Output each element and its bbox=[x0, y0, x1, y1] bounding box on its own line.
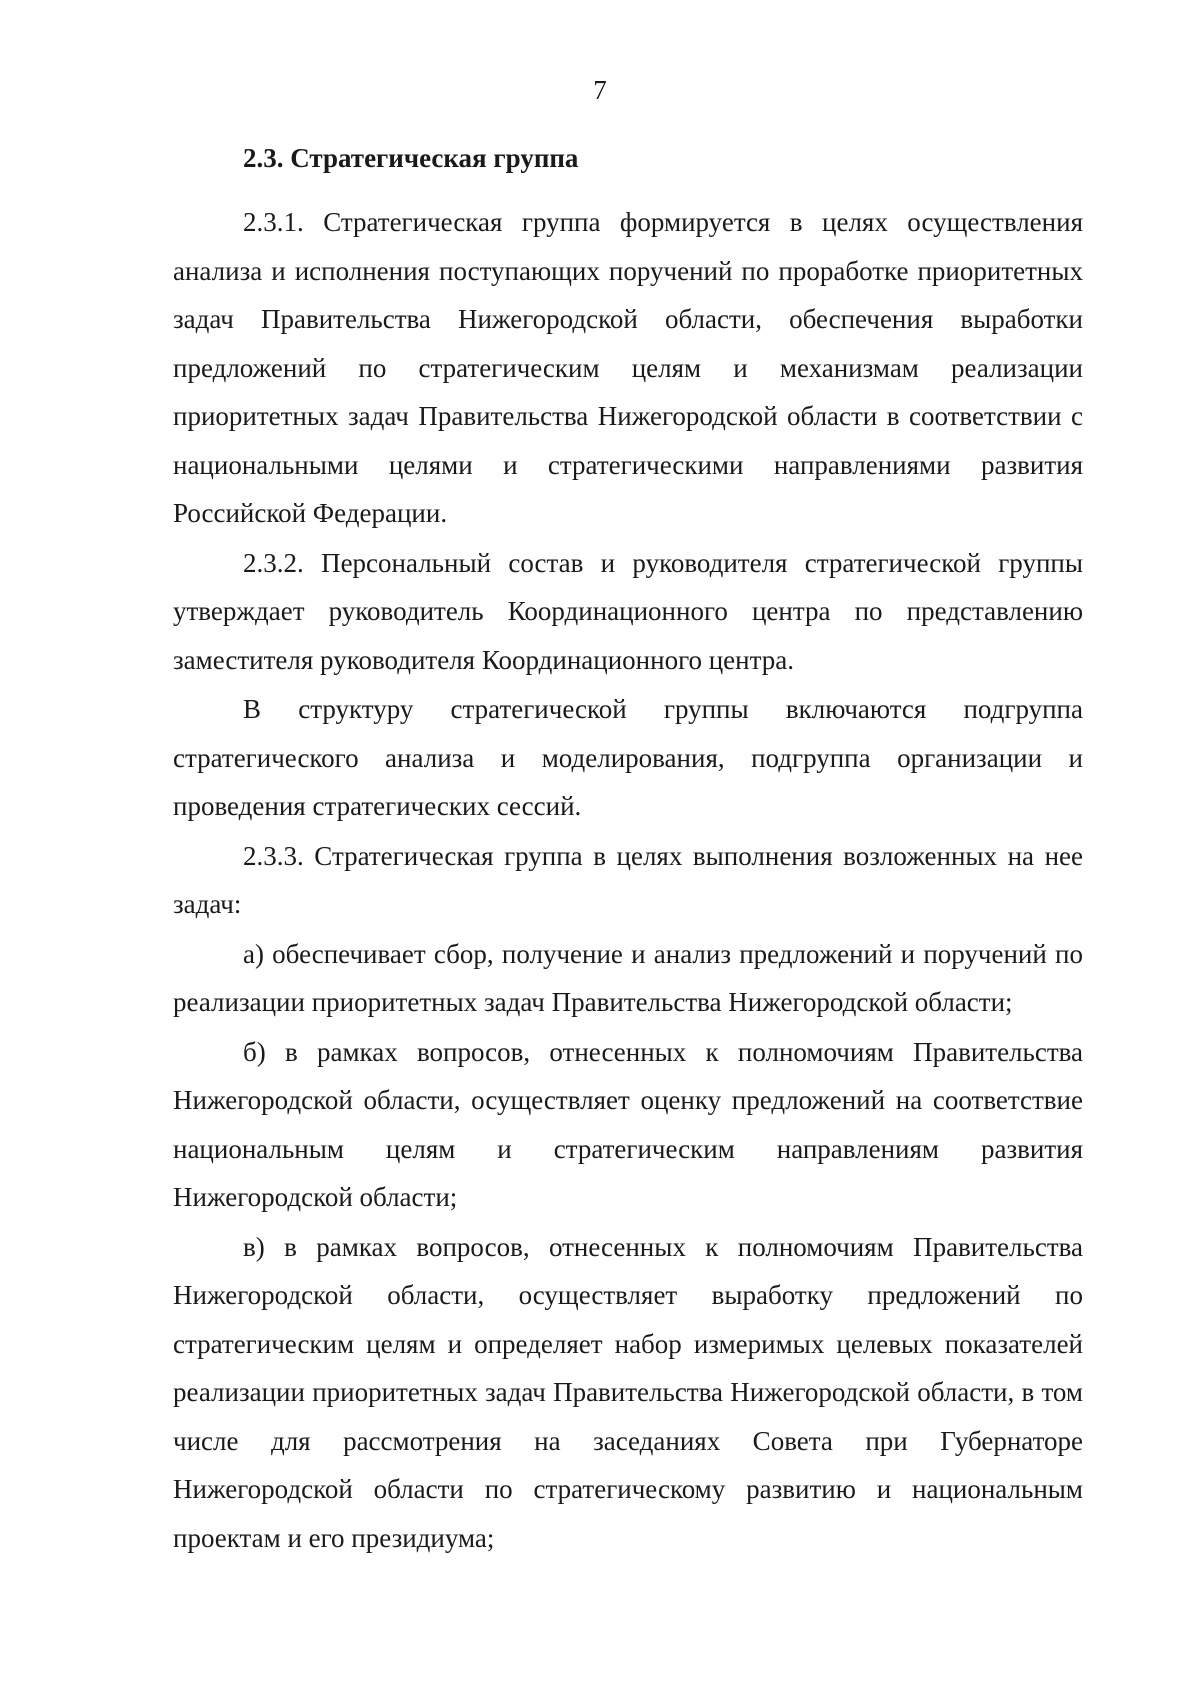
list-item-b: б) в рамках вопросов, отнесенных к полномочиям Правительства Нижегородской области, осуществляет оценку предложений на соответствие национальным целям и стратегическим направлениям развития Нижегородской области; bbox=[173, 1036, 1083, 1212]
paragraph-structure: В структуру стратегической группы включаются подгруппа стратегического анализа и моделирования, подгруппа организации и проведения стратегических сессий. bbox=[173, 694, 1083, 821]
page-number: 7 bbox=[593, 75, 607, 105]
paragraph-2-3-2: 2.3.2. Персональный состав и руководителя стратегической группы утверждает руководитель Координационного центра по представлению заместителя руководителя Координационного центра. bbox=[173, 547, 1083, 675]
list-item-v: в) в рамках вопросов, отнесенных к полномочиям Правительства Нижегородской области, осуществляет выработку предложений по стратегическим целям и определяет набор измеримых целевых показателей реализации приоритетных задач Правительства Нижегородской области, в том числе для рассмотрения на заседаниях Совета при Губернаторе Нижегородской области по стратегическому развитию и национальным проектам и его президиума; bbox=[173, 1231, 1083, 1553]
paragraph-2-3-1: 2.3.1. Стратегическая группа формируется в целях осуществления анализа и исполнения поступающих поручений по проработке приоритетных задач Правительства Нижегородской области, обеспечения выработки предложений по стратегическим целям и механизмам реализации приоритетных задач Правительства Нижегородской области в соответствии с национальными целями и стратегическими направлениями развития Российской Федерации. bbox=[173, 207, 1083, 528]
document-body bbox=[173, 134, 1083, 1563]
paragraph-2-3-3: 2.3.3. Стратегическая группа в целях выполнения возложенных на нее задач: bbox=[173, 840, 1083, 919]
list-item-a: а) обеспечивает сбор, получение и анализ предложений и поручений по реализации приоритетных задач Правительства Нижегородской области; bbox=[173, 938, 1083, 1017]
section-title: 2.3. Стратегическая группа bbox=[243, 143, 579, 173]
